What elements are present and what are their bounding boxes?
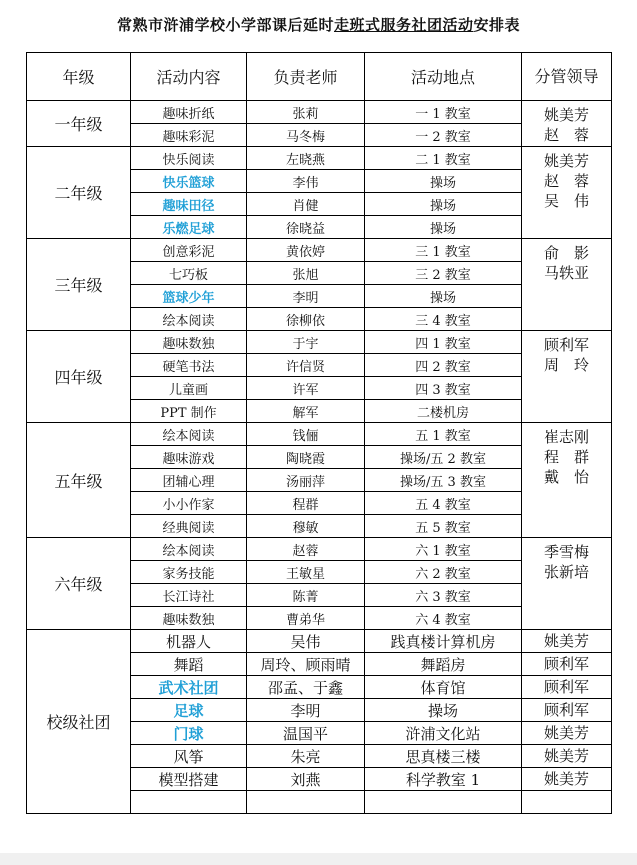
activity-cell xyxy=(131,791,247,814)
grade-cell: 二年级 xyxy=(27,147,131,239)
teacher-cell: 许军 xyxy=(247,377,365,400)
manager-name: 姚美芳 xyxy=(543,106,589,124)
teacher-cell: 穆敏 xyxy=(247,515,365,538)
location-cell: 三 4 教室 xyxy=(365,308,522,331)
activity-cell: 团辅心理 xyxy=(131,469,247,492)
manager-cell xyxy=(522,147,612,239)
manager-name: 程 群 xyxy=(543,448,589,466)
activity-cell: 趣味游戏 xyxy=(131,446,247,469)
activity-cell: 绘本阅读 xyxy=(131,308,247,331)
manager-name: 赵 蓉 xyxy=(543,172,589,190)
teacher-cell: 许信贤 xyxy=(247,354,365,377)
schedule-table xyxy=(26,52,612,814)
location-cell: 践真楼计算机房 xyxy=(365,630,522,653)
teacher-cell: 钱俪 xyxy=(247,423,365,446)
teacher-cell: 左晓燕 xyxy=(247,147,365,170)
manager-cell xyxy=(522,239,612,331)
location-cell: 操场/五 2 教室 xyxy=(365,446,522,469)
grade-cell: 校级社团 xyxy=(27,630,131,814)
teacher-cell: 邵孟、于鑫 xyxy=(247,676,365,699)
teacher-cell: 赵蓉 xyxy=(247,538,365,561)
manager-name: 周 玲 xyxy=(543,356,589,374)
grade-cell: 三年级 xyxy=(27,239,131,331)
header-teacher: 负责老师 xyxy=(247,53,365,101)
manager-name: 戴 怡 xyxy=(543,468,589,486)
manager-name: 姚美芳 xyxy=(543,152,589,170)
activity-cell: 趣味数独 xyxy=(131,607,247,630)
activity-cell xyxy=(131,285,247,308)
teacher-cell: 吴伟 xyxy=(247,630,365,653)
header-grade: 年级 xyxy=(27,53,131,101)
activity-cell: 绘本阅读 xyxy=(131,538,247,561)
header-row xyxy=(27,53,612,101)
highlighted-activity: 篮球少年 xyxy=(162,290,215,306)
location-cell: 思真楼三楼 xyxy=(365,745,522,768)
table-row xyxy=(27,331,612,354)
location-cell: 二 1 教室 xyxy=(365,147,522,170)
location-cell: 六 4 教室 xyxy=(365,607,522,630)
activity-cell: 风筝 xyxy=(131,745,247,768)
manager-name: 马轶亚 xyxy=(543,264,589,282)
manager-cell xyxy=(522,101,612,147)
grade-cell: 五年级 xyxy=(27,423,131,538)
highlighted-activity: 乐燃足球 xyxy=(162,221,215,237)
teacher-cell: 解军 xyxy=(247,400,365,423)
manager-name: 顾利军 xyxy=(543,336,589,354)
activity-cell: 七巧板 xyxy=(131,262,247,285)
title-underlined: 走班式服务社团活动 xyxy=(333,16,474,34)
location-cell: 六 2 教室 xyxy=(365,561,522,584)
page-bottom-strip xyxy=(0,853,637,865)
header-manager: 分管领导 xyxy=(522,53,612,101)
table-row xyxy=(27,101,612,124)
activity-cell: 快乐阅读 xyxy=(131,147,247,170)
location-cell: 六 1 教室 xyxy=(365,538,522,561)
teacher-cell: 温国平 xyxy=(247,722,365,745)
manager-cell xyxy=(522,423,612,538)
activity-cell: 机器人 xyxy=(131,630,247,653)
location-cell: 四 3 教室 xyxy=(365,377,522,400)
manager-name: 季雪梅 xyxy=(543,543,589,561)
teacher-cell: 李伟 xyxy=(247,170,365,193)
table-row xyxy=(27,538,612,561)
location-cell: 六 3 教室 xyxy=(365,584,522,607)
manager-cell: 姚美芳 xyxy=(522,630,612,653)
teacher-cell: 徐柳依 xyxy=(247,308,365,331)
location-cell: 三 2 教室 xyxy=(365,262,522,285)
activity-cell: 趣味彩泥 xyxy=(131,124,247,147)
highlighted-activity: 足球 xyxy=(173,701,204,720)
teacher-cell: 徐晓益 xyxy=(247,216,365,239)
manager-cell xyxy=(522,331,612,423)
table-row xyxy=(27,423,612,446)
teacher-cell: 张莉 xyxy=(247,101,365,124)
table-row xyxy=(27,630,612,653)
teacher-cell: 于宇 xyxy=(247,331,365,354)
location-cell: 一 2 教室 xyxy=(365,124,522,147)
activity-cell: 创意彩泥 xyxy=(131,239,247,262)
header-activity: 活动内容 xyxy=(131,53,247,101)
location-cell: 四 2 教室 xyxy=(365,354,522,377)
activity-cell: PPT 制作 xyxy=(131,400,247,423)
location-cell: 五 4 教室 xyxy=(365,492,522,515)
location-cell: 操场/五 3 教室 xyxy=(365,469,522,492)
teacher-cell: 王敏星 xyxy=(247,561,365,584)
highlighted-activity: 武术社团 xyxy=(158,678,219,697)
teacher-cell: 汤丽萍 xyxy=(247,469,365,492)
title-part-2: 安排表 xyxy=(473,16,521,34)
table-row xyxy=(27,147,612,170)
teacher-cell: 张旭 xyxy=(247,262,365,285)
manager-name: 赵 蓉 xyxy=(543,126,589,144)
teacher-cell xyxy=(247,791,365,814)
manager-cell: 顾利军 xyxy=(522,699,612,722)
location-cell: 体育馆 xyxy=(365,676,522,699)
activity-cell xyxy=(131,699,247,722)
teacher-cell: 李明 xyxy=(247,285,365,308)
highlighted-activity: 快乐篮球 xyxy=(162,175,215,191)
activity-cell: 经典阅读 xyxy=(131,515,247,538)
highlighted-activity: 趣味田径 xyxy=(162,198,215,214)
activity-cell: 小小作家 xyxy=(131,492,247,515)
location-cell xyxy=(365,791,522,814)
manager-cell xyxy=(522,791,612,814)
activity-cell: 舞蹈 xyxy=(131,653,247,676)
manager-cell: 顾利军 xyxy=(522,676,612,699)
manager-name: 俞 影 xyxy=(543,244,589,262)
schedule-body xyxy=(27,101,612,814)
teacher-cell: 黄依婷 xyxy=(247,239,365,262)
teacher-cell: 李明 xyxy=(247,699,365,722)
document-title xyxy=(0,14,637,35)
title-part-1: 常熟市浒浦学校小学部课后延时 xyxy=(116,16,334,34)
location-cell: 浒浦文化站 xyxy=(365,722,522,745)
activity-cell xyxy=(131,216,247,239)
location-cell: 操场 xyxy=(365,285,522,308)
activity-cell: 家务技能 xyxy=(131,561,247,584)
manager-cell: 姚美芳 xyxy=(522,768,612,791)
manager-cell: 顾利军 xyxy=(522,653,612,676)
activity-cell xyxy=(131,193,247,216)
grade-cell: 六年级 xyxy=(27,538,131,630)
location-cell: 科学教室 1 xyxy=(365,768,522,791)
activity-cell xyxy=(131,722,247,745)
teacher-cell: 马冬梅 xyxy=(247,124,365,147)
teacher-cell: 曹弟华 xyxy=(247,607,365,630)
teacher-cell: 程群 xyxy=(247,492,365,515)
location-cell: 操场 xyxy=(365,193,522,216)
activity-cell: 绘本阅读 xyxy=(131,423,247,446)
highlighted-activity: 门球 xyxy=(173,724,204,743)
teacher-cell: 朱亮 xyxy=(247,745,365,768)
teacher-cell: 陶晓霞 xyxy=(247,446,365,469)
teacher-cell: 周玲、顾雨晴 xyxy=(247,653,365,676)
activity-cell: 趣味折纸 xyxy=(131,101,247,124)
teacher-cell: 肖健 xyxy=(247,193,365,216)
teacher-cell: 刘燕 xyxy=(247,768,365,791)
activity-cell: 趣味数独 xyxy=(131,331,247,354)
location-cell: 五 1 教室 xyxy=(365,423,522,446)
location-cell: 三 1 教室 xyxy=(365,239,522,262)
location-cell: 操场 xyxy=(365,216,522,239)
manager-cell: 姚美芳 xyxy=(522,722,612,745)
activity-cell: 硬笔书法 xyxy=(131,354,247,377)
teacher-cell: 陈菁 xyxy=(247,584,365,607)
manager-cell xyxy=(522,538,612,630)
location-cell: 舞蹈房 xyxy=(365,653,522,676)
location-cell: 操场 xyxy=(365,699,522,722)
location-cell: 五 5 教室 xyxy=(365,515,522,538)
manager-name: 张新培 xyxy=(543,563,589,581)
location-cell: 操场 xyxy=(365,170,522,193)
activity-cell xyxy=(131,170,247,193)
grade-cell: 四年级 xyxy=(27,331,131,423)
grade-cell: 一年级 xyxy=(27,101,131,147)
header-location: 活动地点 xyxy=(365,53,522,101)
manager-cell: 姚美芳 xyxy=(522,745,612,768)
activity-cell xyxy=(131,676,247,699)
location-cell: 二楼机房 xyxy=(365,400,522,423)
location-cell: 一 1 教室 xyxy=(365,101,522,124)
table-row xyxy=(27,239,612,262)
activity-cell: 模型搭建 xyxy=(131,768,247,791)
location-cell: 四 1 教室 xyxy=(365,331,522,354)
manager-name: 吴 伟 xyxy=(543,192,589,210)
manager-name: 崔志刚 xyxy=(543,428,589,446)
activity-cell: 长江诗社 xyxy=(131,584,247,607)
activity-cell: 儿童画 xyxy=(131,377,247,400)
